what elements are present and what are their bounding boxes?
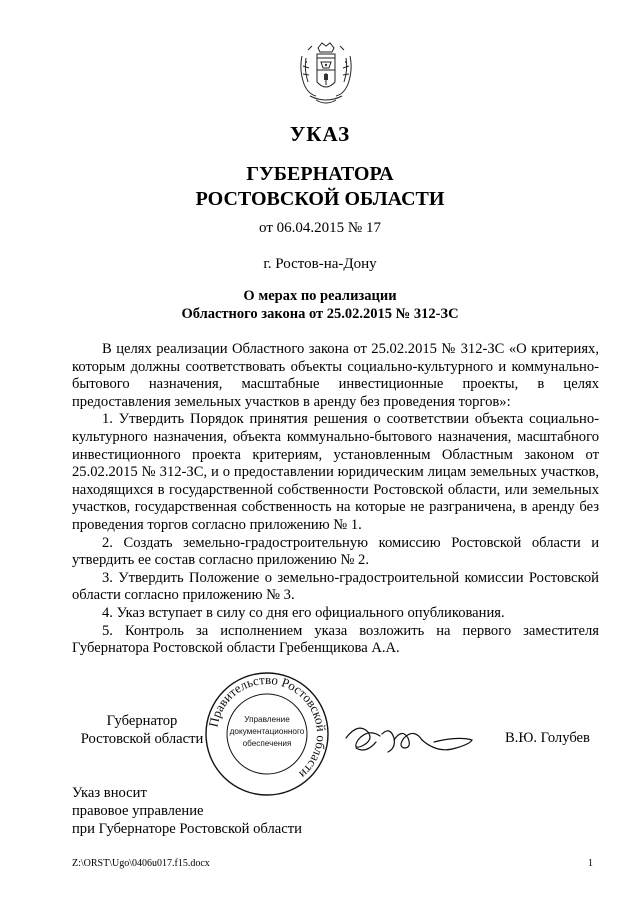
issued-by-line-1: Указ вносит: [72, 785, 147, 801]
signatory-position-line-2: Ростовской области: [80, 730, 204, 747]
subject-line-1: О мерах по реализации: [243, 288, 397, 304]
clause-paragraph: 2. Создать земельно-градостроительную комиссию Ростовской области и утвердить ее состав согласно приложению № 2.: [72, 534, 599, 569]
clause-paragraph: 3. Утвердить Положение о земельно-градостроительной комиссии Ростовской области согласно приложению № 3.: [72, 569, 599, 604]
stamp-inner-line-3: обеспечения: [242, 739, 292, 748]
subject-line-2: Областного закона от 25.02.2015 № 312-ЗС: [181, 306, 459, 322]
page-number: 1: [588, 858, 593, 869]
issuer-line-1: ГУБЕРНАТОРА: [246, 163, 394, 185]
decree-city: г. Ростов-на-Дону: [263, 256, 377, 272]
preamble-paragraph: В целях реализации Областного закона от 25.02.2015 № 312-ЗС «О критериях, которым должны соответствовать объекты социально-культурного и коммунально-бытового назначения, масштабные инвестиционные проекты, в целях предоставления земельных участков в аренду без проведения торгов»:: [72, 341, 599, 410]
decree-subject: [0, 287, 640, 323]
file-path-footer: Z:\ORST\Ugo\0406u017.f15.docx: [72, 858, 210, 869]
issued-by-line-2: правовое управление: [72, 803, 204, 819]
issuer-title: [0, 162, 640, 212]
decree-title: УКАЗ: [289, 122, 351, 146]
signatory-name: В.Ю. Голубев: [505, 730, 590, 746]
stamp-inner-line-2: документационного: [229, 727, 305, 736]
signatory-position-line-1: Губернатор: [106, 713, 178, 729]
decree-date-number: от 06.04.2015 № 17: [259, 220, 381, 236]
clause-paragraph: 1. Утвердить Порядок принятия решения о соответствии объекта социально-культурного назначения, объекта коммунально-бытового назначения, масштабного инвестиционного проекта критериям, установленным Областным законом от 25.02.2015 № 312-ЗС, и о предоставлении юридическим лицам земельных участков, находящихся в государственной собственности Ростовской области, или земельных участков, государственная собственность на которые не разграничена, в аренду без проведения торгов согласно приложению № 1.: [72, 411, 599, 533]
issued-by-block: [72, 784, 302, 838]
stamp-inner-line-1: Управление: [244, 715, 290, 724]
issuer-line-2: РОСТОВСКОЙ ОБЛАСТИ: [195, 188, 445, 210]
clause-paragraph: 5. Контроль за исполнением указа возложить на первого заместителя Губернатора Ростовской области Гребенщикова А.А.: [72, 622, 599, 657]
handwritten-signature: [338, 718, 478, 762]
clause-paragraph: 4. Указ вступает в силу со дня его официального опубликования.: [102, 604, 505, 621]
stamp-ring-text: Правительство Ростовской области: [205, 671, 330, 782]
official-stamp: [203, 670, 331, 798]
decree-body: [72, 341, 599, 658]
signatory-position: [72, 713, 212, 748]
issued-by-line-3: при Губернаторе Ростовской области: [72, 821, 302, 837]
coat-of-arms-icon: [296, 40, 356, 110]
